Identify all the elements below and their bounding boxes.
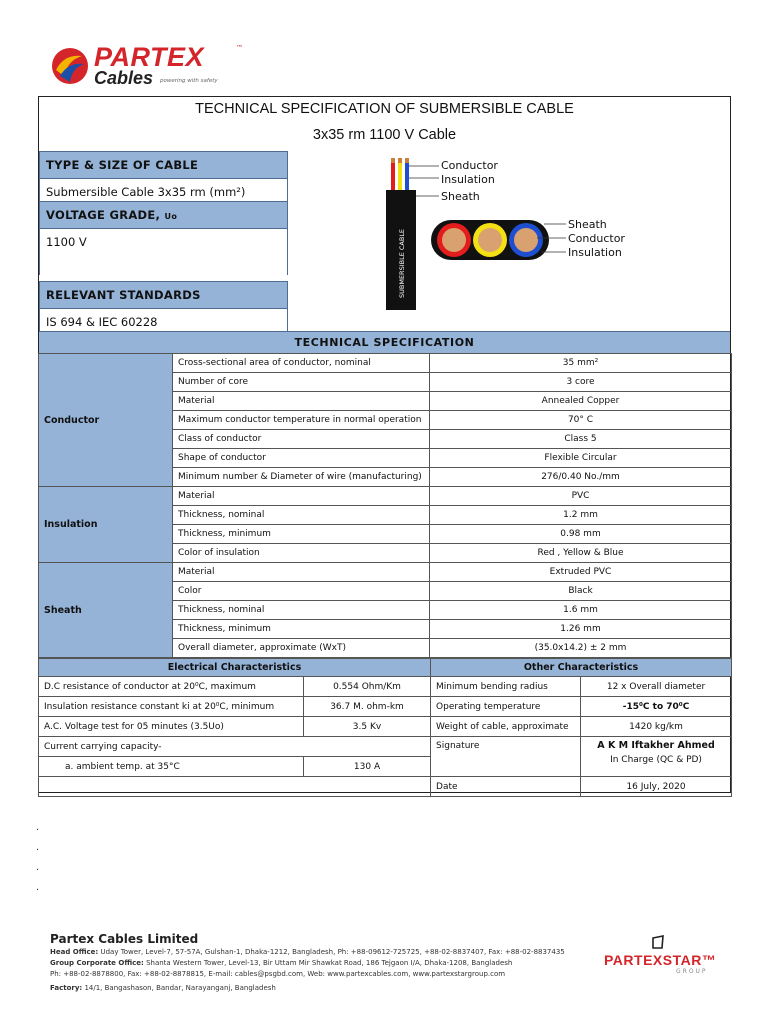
spec-value: Extruded PVC bbox=[430, 563, 732, 582]
standards-block bbox=[39, 281, 288, 335]
spec-param: Cross-sectional area of conductor, nominal bbox=[173, 354, 430, 373]
partexstar-group-logo bbox=[604, 934, 724, 980]
elec-value-4: 130 A bbox=[304, 757, 431, 777]
spec-value: (35.0x14.2) ± 2 mm bbox=[430, 639, 732, 658]
voltage-block bbox=[39, 201, 288, 275]
footer-contact: Ph: +88-02-8878800, Fax: +88-02-8878815, E-mail: cables@psgbd.com, Web: www.partexcables.com, www.partexstargroup.com bbox=[50, 970, 506, 978]
footer-head-office: Head Office: Uday Tower, Level-7, 57-57A, Gulshan-1, Dhaka-1212, Bangladesh, Ph: +88-09612-725725, +88-02-8837407, Fax: +88-02-8837435 bbox=[50, 948, 565, 956]
right-label-sheath: Sheath bbox=[568, 218, 607, 231]
spec-param: Color bbox=[173, 582, 430, 601]
spec-value: 70° C bbox=[430, 411, 732, 430]
top-label-sheath: Sheath bbox=[441, 190, 480, 203]
elec-value-1: 36.7 M. ohm-km bbox=[304, 697, 431, 717]
elec-param-0: D.C resistance of conductor at 20⁰C, maximum bbox=[39, 677, 304, 697]
type-size-label: TYPE & SIZE OF CABLE bbox=[39, 151, 288, 179]
top-label-insulation: Insulation bbox=[441, 173, 495, 186]
footer-factory: Factory: 14/1, Bangashason, Bandar, Narayanganj, Bangladesh bbox=[50, 984, 276, 992]
spec-value: 3 core bbox=[430, 373, 732, 392]
spec-row bbox=[39, 487, 732, 506]
spec-row bbox=[39, 563, 732, 582]
signer-name: A K M Iftakher Ahmed bbox=[597, 740, 715, 751]
bullet-dot: . bbox=[36, 822, 40, 833]
other-param-2: Weight of cable, approximate bbox=[431, 717, 581, 737]
spec-param: Minimum number & Diameter of wire (manufacturing) bbox=[173, 468, 430, 487]
footer-group-office: Group Corporate Office: Shanta Western Tower, Level-13, Bir Uttam Mir Shawkat Road, 186 Tejgaon I/A, Dhaka-1208, Bangladesh bbox=[50, 959, 513, 967]
spec-param: Shape of conductor bbox=[173, 449, 430, 468]
tech-spec-title: TECHNICAL SPECIFICATION bbox=[39, 331, 730, 354]
type-size-block bbox=[39, 151, 288, 204]
signature-label: Signature bbox=[431, 737, 581, 777]
elec-value-0: 0.554 Ohm/Km bbox=[304, 677, 431, 697]
top-label-conductor: Conductor bbox=[441, 159, 498, 172]
document-title: TECHNICAL SPECIFICATION OF SUBMERSIBLE CABLE bbox=[195, 101, 574, 117]
spec-param: Material bbox=[173, 487, 430, 506]
other-title: Other Characteristics bbox=[431, 659, 732, 677]
group-logo-sub: GROUP bbox=[676, 968, 708, 975]
spec-value: 1.6 mm bbox=[430, 601, 732, 620]
spec-param: Thickness, minimum bbox=[173, 525, 430, 544]
yellow-core-strand bbox=[398, 162, 402, 192]
standards-label: RELEVANT STANDARDS bbox=[39, 281, 288, 309]
brand-name: PARTEX bbox=[94, 42, 205, 72]
footer bbox=[50, 932, 610, 993]
spec-value: Red , Yellow & Blue bbox=[430, 544, 732, 563]
spec-value: 276/0.40 No./mm bbox=[430, 468, 732, 487]
bullet-dot: . bbox=[36, 842, 40, 853]
spec-param: Overall diameter, approximate (WxT) bbox=[173, 639, 430, 658]
spec-param: Material bbox=[173, 392, 430, 411]
vertical-label: SUBMERSIBLE CABLE bbox=[398, 228, 406, 298]
type-size-value: Submersible Cable 3x35 rm (mm²) bbox=[39, 179, 288, 204]
spec-param: Thickness, nominal bbox=[173, 506, 430, 525]
other-param-1: Operating temperature bbox=[431, 697, 581, 717]
other-value-2: 1420 kg/km bbox=[581, 717, 732, 737]
other-param-0: Minimum bending radius bbox=[431, 677, 581, 697]
empty-cell bbox=[39, 777, 431, 797]
spec-value: 0.98 mm bbox=[430, 525, 732, 544]
elec-value-2: 3.5 Kv bbox=[304, 717, 431, 737]
spec-value: Black bbox=[430, 582, 732, 601]
spec-group-conductor: Conductor bbox=[39, 354, 173, 487]
spec-value: 1.2 mm bbox=[430, 506, 732, 525]
other-value-0: 12 x Overall diameter bbox=[581, 677, 732, 697]
spec-group-sheath: Sheath bbox=[39, 563, 173, 658]
spec-value: Class 5 bbox=[430, 430, 732, 449]
right-label-insulation: Insulation bbox=[568, 246, 622, 259]
spec-value: 1.26 mm bbox=[430, 620, 732, 639]
spec-param: Color of insulation bbox=[173, 544, 430, 563]
signer-role: In Charge (QC & PD) bbox=[610, 755, 702, 765]
group-logo-text: PARTEXSTAR™ bbox=[604, 952, 717, 968]
right-label-conductor: Conductor bbox=[568, 232, 625, 245]
spec-value: Flexible Circular bbox=[430, 449, 732, 468]
document-subtitle: 3x35 rm 1100 V Cable bbox=[312, 127, 457, 143]
spec-param: Thickness, nominal bbox=[173, 601, 430, 620]
red-core-strand bbox=[391, 162, 395, 192]
elec-param-3: Current carrying capacity- bbox=[39, 737, 431, 757]
other-value-1: -15⁰C to 70⁰C bbox=[581, 697, 732, 717]
elec-param-1: Insulation resistance constant ki at 20⁰C, minimum bbox=[39, 697, 304, 717]
tech-spec-table bbox=[38, 353, 732, 658]
date-label: Date bbox=[431, 777, 581, 797]
standards-value: IS 694 & IEC 60228 bbox=[39, 309, 288, 335]
trademark: ™ bbox=[236, 44, 243, 52]
characteristics-table bbox=[38, 658, 732, 797]
elec-param-2: A.C. Voltage test for 05 minutes (3.5Uo) bbox=[39, 717, 304, 737]
spec-sheet-frame bbox=[38, 96, 731, 793]
bullet-dot: . bbox=[36, 882, 40, 893]
sub-brand: Cables bbox=[94, 68, 154, 88]
voltage-value: 1100 V bbox=[39, 229, 288, 275]
voltage-label: VOLTAGE GRADE, Uo bbox=[39, 201, 288, 229]
tagline: powering with safety bbox=[160, 78, 218, 84]
blue-core-strand bbox=[405, 162, 409, 192]
date-value: 16 July, 2020 bbox=[581, 777, 732, 797]
partex-cables-logo bbox=[50, 44, 250, 94]
partex-swirl-icon bbox=[50, 46, 90, 86]
spec-value: Annealed Copper bbox=[430, 392, 732, 411]
spec-param: Number of core bbox=[173, 373, 430, 392]
spec-param: Material bbox=[173, 563, 430, 582]
spec-param: Class of conductor bbox=[173, 430, 430, 449]
spec-param: Maximum conductor temperature in normal operation bbox=[173, 411, 430, 430]
footer-company: Partex Cables Limited bbox=[50, 932, 199, 946]
signature-block bbox=[581, 737, 732, 777]
cable-cross-section-svg bbox=[379, 152, 729, 312]
spec-group-insulation: Insulation bbox=[39, 487, 173, 563]
spec-row bbox=[39, 354, 732, 373]
elec-param-4: a. ambient temp. at 35°C bbox=[39, 757, 304, 777]
spec-value: 35 mm² bbox=[430, 354, 732, 373]
electrical-title: Electrical Characteristics bbox=[39, 659, 431, 677]
bullet-dot: . bbox=[36, 862, 40, 873]
spec-param: Thickness, minimum bbox=[173, 620, 430, 639]
cable-diagram bbox=[379, 152, 729, 332]
star-logo-icon bbox=[650, 934, 666, 950]
spec-value: PVC bbox=[430, 487, 732, 506]
